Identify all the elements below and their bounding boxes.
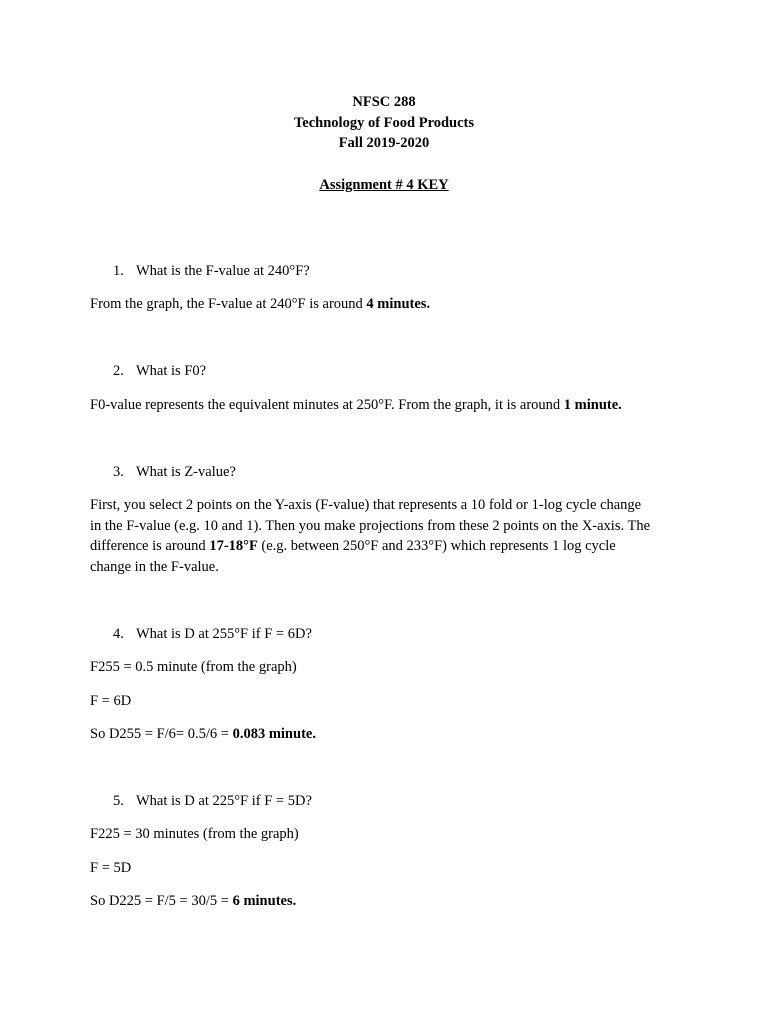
answer-text: So D225 = F/5 = 30/5 = xyxy=(90,893,233,909)
answer-line xyxy=(90,536,680,557)
answer-4-line-1: F255 = 0.5 minute (from the graph) xyxy=(90,659,297,675)
question-number: 5. xyxy=(113,793,124,809)
answer-1 xyxy=(90,295,430,313)
answer-text: So D255 = F/6= 0.5/6 = xyxy=(90,726,233,742)
answer-5-line-2: F = 5D xyxy=(90,860,132,876)
question-4 xyxy=(113,625,312,643)
answer-text: F0-value represents the equivalent minutes at 250°F. From the graph, it is around xyxy=(90,397,564,413)
question-text: What is Z-value? xyxy=(136,464,236,480)
answer-5-line-1: F225 = 30 minutes (from the graph) xyxy=(90,826,299,842)
course-title: Technology of Food Products xyxy=(293,115,475,131)
question-5 xyxy=(113,792,312,810)
question-number: 1. xyxy=(113,263,124,279)
answer-4-line-3 xyxy=(90,725,316,743)
answer-5-line-3 xyxy=(90,892,296,910)
answer-text: (e.g. between 250°F and 233°F) which represents 1 log cycle xyxy=(257,538,616,554)
answer-3 xyxy=(90,495,680,577)
question-number: 2. xyxy=(113,363,124,379)
assignment-title xyxy=(0,176,768,194)
term: Fall 2019-2020 xyxy=(338,135,430,151)
question-1 xyxy=(113,262,310,280)
answer-text: difference is around xyxy=(90,538,210,554)
question-text: What is F0? xyxy=(136,363,207,379)
question-3 xyxy=(113,463,236,481)
answer-highlight: 1 minute. xyxy=(563,397,622,413)
course-code: NFSC 288 xyxy=(352,94,416,110)
answer-line: in the F-value (e.g. 10 and 1). Then you make projections from these 2 points on the X-axis. The xyxy=(90,517,651,534)
answer-highlight: 6 minutes. xyxy=(232,893,297,909)
answer-2 xyxy=(90,396,622,414)
answer-highlight: 4 minutes. xyxy=(366,296,431,312)
answer-line: change in the F-value. xyxy=(90,558,219,575)
question-text: What is D at 225°F if F = 5D? xyxy=(136,793,312,809)
question-text: What is D at 255°F if F = 6D? xyxy=(136,626,312,642)
answer-text: From the graph, the F-value at 240°F is around xyxy=(90,296,367,312)
assignment-title-text: Assignment # 4 KEY xyxy=(319,177,449,193)
answer-4-line-2: F = 6D xyxy=(90,693,132,709)
answer-highlight: 17-18°F xyxy=(209,538,258,554)
question-2 xyxy=(113,362,206,380)
answer-highlight: 0.083 minute. xyxy=(232,726,316,742)
answer-line: First, you select 2 points on the Y-axis (F-value) that represents a 10 fold or 1-log cycle change xyxy=(90,497,642,513)
question-number: 3. xyxy=(113,464,124,480)
question-text: What is the F-value at 240°F? xyxy=(136,263,310,279)
question-number: 4. xyxy=(113,626,124,642)
